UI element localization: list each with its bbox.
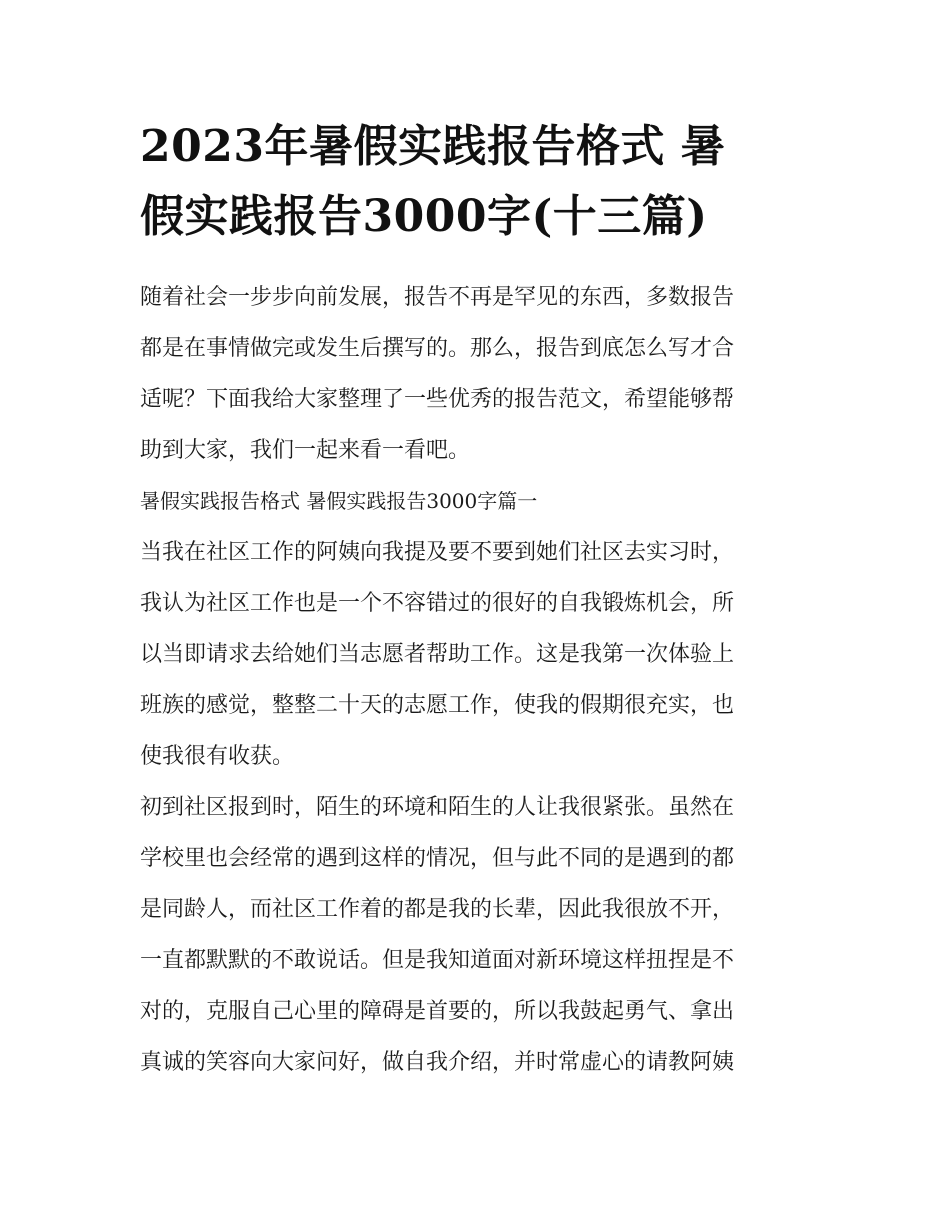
title-line: 2023年暑假实践报告格式 暑 <box>140 121 726 172</box>
text-line: 都是在事情做完或发生后撰写的。那么，报告到底怎么写才合 <box>140 336 735 361</box>
text-line: 是同龄人，而社区工作着的都是我的长辈，因此我很放不开， <box>140 897 735 922</box>
text-line: 以当即请求去给她们当志愿者帮助工作。这是我第一次体验上 <box>140 642 735 667</box>
text-line: 助到大家，我们一起来看一看吧。 <box>140 438 471 463</box>
intro-paragraph <box>140 272 812 476</box>
text-line: 当我在社区工作的阿姨向我提及要不要到她们社区去实习时， <box>140 540 735 565</box>
text-line: 随着社会一步步向前发展，报告不再是罕见的东西，多数报告 <box>140 285 735 310</box>
text-line: 一直都默默的不敢说话。但是我知道面对新环境这样扭捏是不 <box>140 948 735 973</box>
text-line: 真诚的笑容向大家问好，做自我介绍，并时常虚心的请教阿姨 <box>140 1050 735 1075</box>
document-title <box>140 112 812 252</box>
document-body <box>140 272 812 1088</box>
text-line: 暑假实践报告格式 暑假实践报告3000字篇一 <box>140 489 538 513</box>
text-line: 初到社区报到时，陌生的环境和陌生的人让我很紧张。虽然在 <box>140 795 735 820</box>
section-heading <box>140 476 812 527</box>
text-line: 适呢？下面我给大家整理了一些优秀的报告范文，希望能够帮 <box>140 387 735 412</box>
text-line: 学校里也会经常的遇到这样的情况，但与此不同的是遇到的都 <box>140 846 735 871</box>
text-line: 使我很有收获。 <box>140 744 295 769</box>
text-line: 对的，克服自己心里的障碍是首要的，所以我鼓起勇气、拿出 <box>140 999 735 1024</box>
text-line: 我认为社区工作也是一个不容错过的很好的自我锻炼机会，所 <box>140 591 735 616</box>
body-paragraph <box>140 782 812 1088</box>
document-page <box>140 112 812 1088</box>
text-line: 班族的感觉，整整二十天的志愿工作，使我的假期很充实，也 <box>140 693 735 718</box>
body-paragraph <box>140 527 812 782</box>
title-line: 假实践报告3000字(十三篇) <box>140 191 708 242</box>
